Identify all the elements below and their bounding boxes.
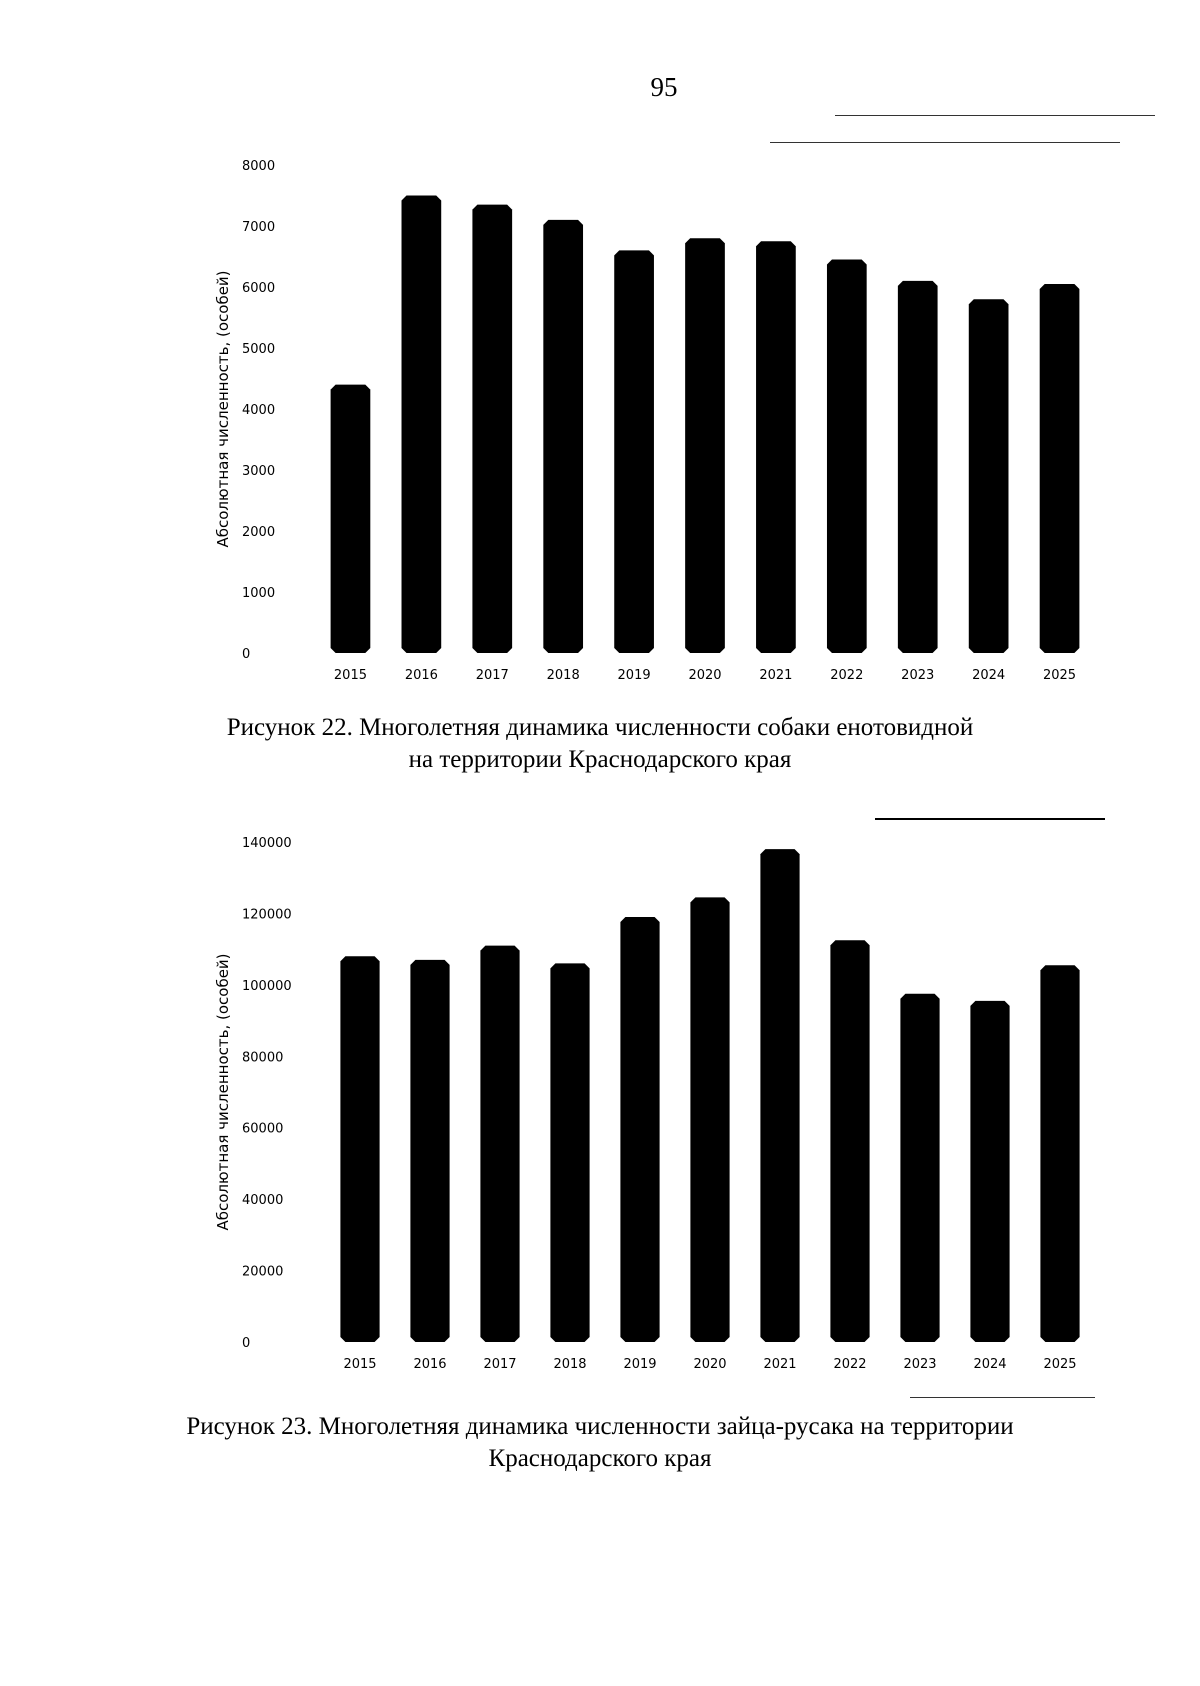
y-tick-label: 8000: [242, 159, 276, 174]
x-tick-label: 2019: [617, 668, 651, 683]
bar-2023: [900, 994, 939, 1342]
x-tick-label: 2018: [553, 1357, 587, 1372]
y-tick-label: 100000: [242, 978, 292, 994]
page-number: 95: [650, 72, 678, 102]
bar-2022: [827, 260, 867, 653]
bar-2020: [690, 897, 729, 1342]
x-tick-label: 2015: [333, 668, 368, 683]
y-tick-label: 120000: [242, 907, 292, 923]
chart-raccoon-dog: [180, 145, 1140, 695]
x-tick-label: 2017: [483, 1357, 517, 1372]
y-tick-label: 7000: [242, 220, 276, 235]
x-tick-label: 2017: [475, 668, 509, 683]
y-tick-label: 40000: [242, 1193, 284, 1209]
y-tick-label: 20000: [242, 1264, 284, 1280]
bar-2024: [970, 1001, 1009, 1342]
x-tick-label: 2023: [901, 668, 935, 683]
y-axis-title: Абсолютная численность, (особей): [214, 953, 232, 1231]
bar-2017: [480, 946, 519, 1342]
bar-2015: [340, 956, 379, 1342]
x-tick-label: 2020: [693, 1357, 727, 1372]
y-tick-label: 60000: [242, 1121, 284, 1137]
x-tick-label: 2021: [763, 1357, 797, 1372]
scan-artifact-line: [835, 115, 1155, 116]
chart-brown-hare: [180, 820, 1140, 1380]
y-tick-label: 1000: [242, 586, 276, 601]
y-axis-title: Абсолютная численность, (особей): [214, 270, 232, 548]
bar-2022: [830, 940, 869, 1342]
bar-2016: [402, 196, 442, 654]
caption-line: Краснодарского края: [488, 1445, 712, 1472]
x-tick-label: 2022: [830, 668, 864, 683]
bar-2020: [685, 238, 725, 653]
caption-line: Рисунок 22. Многолетняя динамика численности собаки енотовидной: [226, 714, 974, 741]
scan-artifact-line: [770, 142, 1120, 143]
bar-2025: [1040, 284, 1080, 653]
x-tick-label: 2025: [1042, 668, 1077, 683]
x-tick-label: 2023: [903, 1357, 937, 1372]
chart-brown-hare-svg: [180, 820, 1140, 1380]
x-tick-label: 2022: [833, 1357, 867, 1372]
figure-23-caption: [0, 1411, 1200, 1475]
bar-2016: [410, 960, 449, 1342]
y-tick-label: 140000: [242, 836, 292, 851]
chart-raccoon-dog-svg: [180, 145, 1140, 695]
x-tick-label: 2024: [973, 1357, 1007, 1372]
caption-line: Рисунок 23. Многолетняя динамика численности зайца-русака на территории: [186, 1413, 1014, 1440]
scan-artifact-line: [910, 1397, 1095, 1398]
x-tick-label: 2018: [546, 668, 580, 683]
bar-2018: [550, 963, 589, 1342]
bar-2023: [898, 281, 938, 653]
y-tick-label: 80000: [242, 1050, 284, 1066]
x-tick-label: 2025: [1043, 1357, 1077, 1372]
x-tick-label: 2020: [688, 668, 722, 683]
y-tick-label: 4000: [242, 403, 276, 418]
bar-2021: [756, 241, 796, 653]
y-tick-label: 0: [242, 1336, 251, 1351]
y-tick-label: 0: [242, 647, 251, 662]
bar-2019: [614, 250, 654, 653]
bar-2017: [472, 205, 512, 653]
bar-2024: [969, 299, 1009, 653]
bar-2018: [543, 220, 583, 653]
x-tick-label: 2016: [413, 1357, 447, 1372]
caption-line: на территории Краснодарского края: [408, 746, 792, 773]
x-tick-label: 2019: [623, 1357, 657, 1372]
bar-2015: [331, 385, 371, 653]
x-tick-label: 2021: [759, 668, 793, 683]
y-tick-label: 6000: [242, 281, 276, 296]
bar-2025: [1040, 965, 1079, 1342]
x-tick-label: 2015: [343, 1357, 377, 1372]
figure-22-caption: [0, 712, 1200, 776]
x-tick-label: 2016: [404, 668, 438, 683]
y-tick-label: 3000: [242, 464, 276, 479]
bar-2019: [620, 917, 659, 1342]
y-tick-label: 2000: [242, 525, 276, 540]
bar-2021: [760, 849, 799, 1342]
x-tick-label: 2024: [972, 668, 1006, 683]
y-tick-label: 5000: [242, 342, 276, 357]
